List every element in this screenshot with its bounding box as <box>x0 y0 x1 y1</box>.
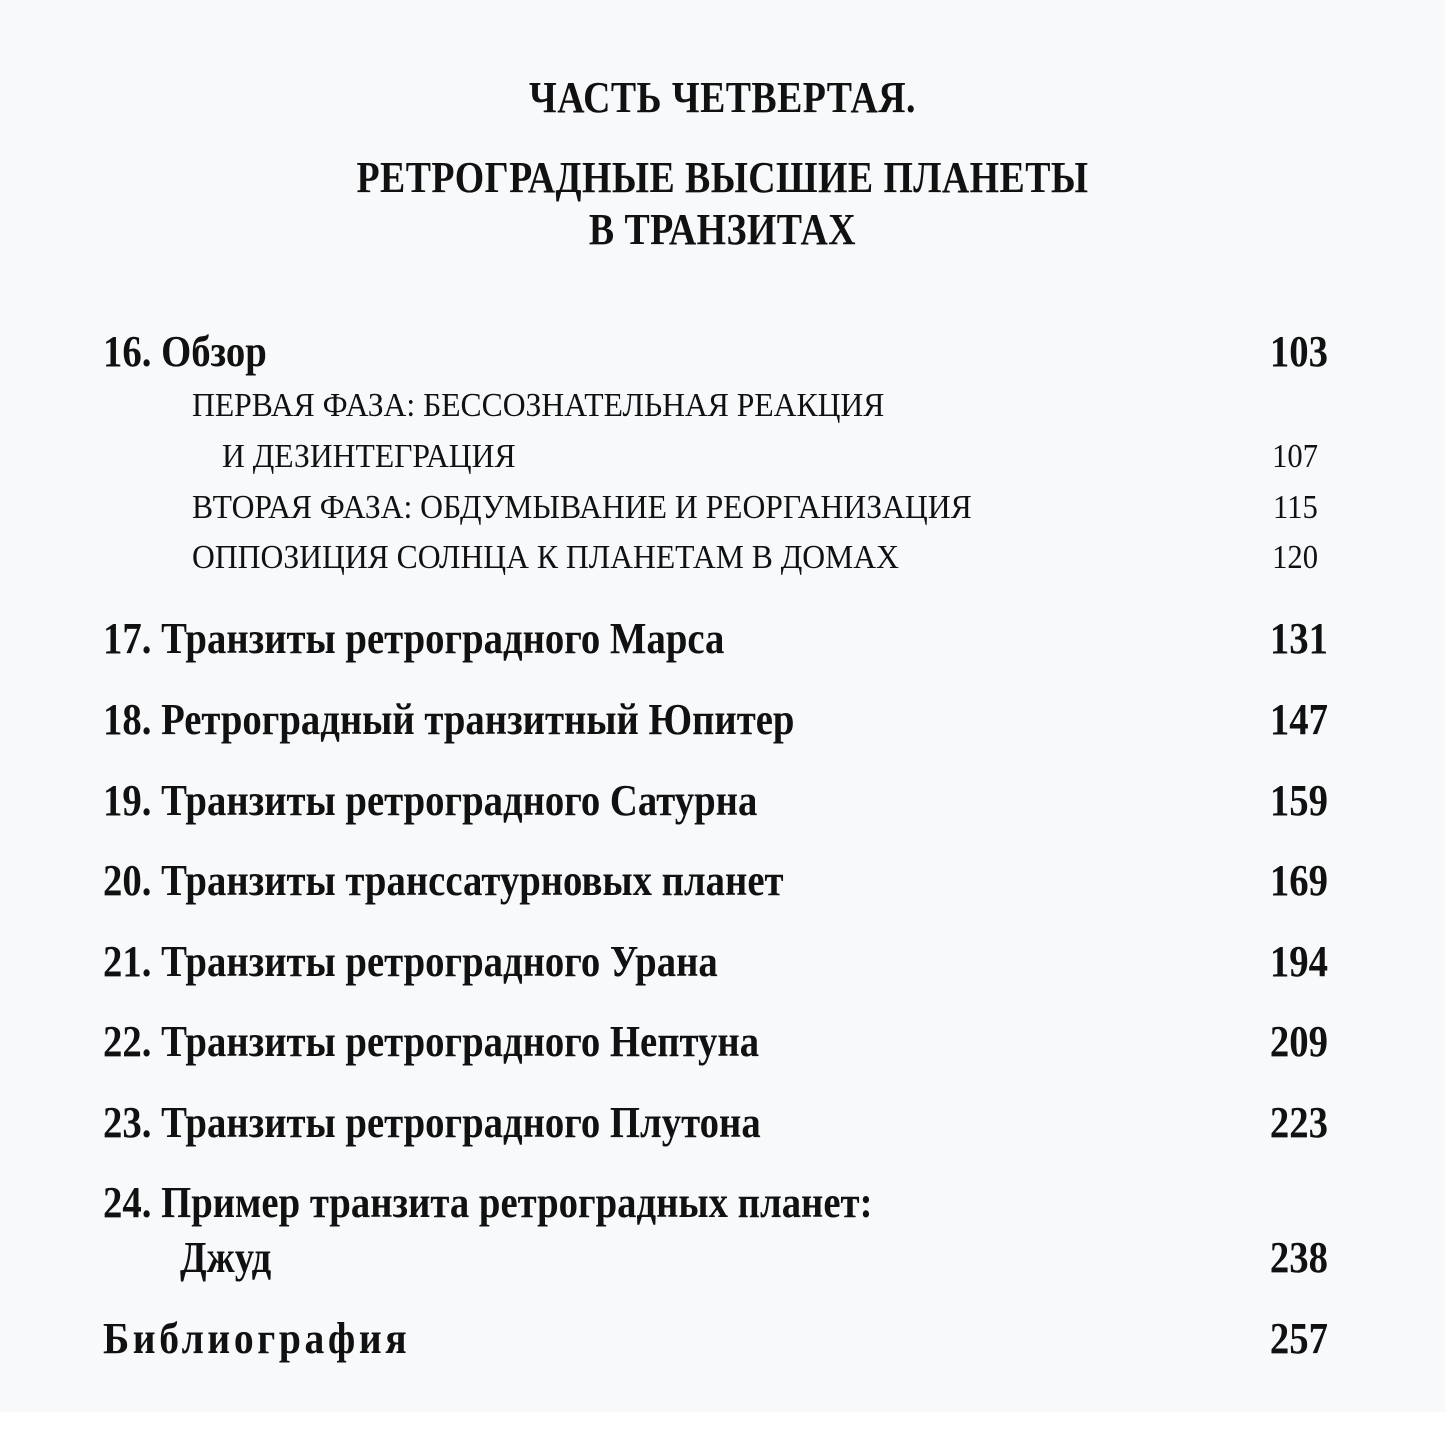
toc-entry-title: Библиография <box>103 1314 411 1363</box>
toc-entry-title: 21. Транзиты ретроградного Урана <box>103 937 718 986</box>
toc-section-title: ПЕРВАЯ ФАЗА: БЕССОЗНАТЕЛЬНАЯ РЕАКЦИЯ <box>192 387 885 424</box>
toc-entry-page: 223 <box>1269 1098 1328 1147</box>
toc-entry-page: 159 <box>1269 776 1328 825</box>
toc-section-page: 115 <box>1273 489 1318 526</box>
toc-entry-chapter-22[interactable] <box>103 1016 1328 1068</box>
toc-section-page: 120 <box>1272 539 1318 576</box>
toc-entry-title: 20. Транзиты транссатурновых планет <box>103 856 784 905</box>
toc-entry-title: 16. Обзор <box>103 327 267 376</box>
toc-section-title: И ДЕЗИНТЕГРАЦИЯ <box>222 438 516 475</box>
toc-entry-bibliography[interactable] <box>103 1313 1328 1365</box>
part-title-line-2: В ТРАНЗИТАХ <box>588 205 857 254</box>
toc-section-phase-1-cont[interactable] <box>222 437 1318 477</box>
toc-section-title: ОППОЗИЦИЯ СОЛНЦА К ПЛАНЕТАМ В ДОМАХ <box>192 539 899 576</box>
toc-section-phase-2[interactable] <box>192 488 1318 528</box>
part-title-line-1: РЕТРОГРАДНЫЕ ВЫСШИЕ ПЛАНЕТЫ <box>356 153 1089 202</box>
toc-entry-title: 19. Транзиты ретроградного Сатурна <box>103 776 758 825</box>
toc-entry-page: 131 <box>1269 614 1328 663</box>
toc-section-sun-opposition[interactable] <box>192 538 1318 578</box>
toc-section-title: ВТОРАЯ ФАЗА: ОБДУМЫВАНИЕ И РЕОРГАНИЗАЦИЯ <box>192 489 972 526</box>
toc-entry-title: 24. Пример транзита ретроградных планет: <box>103 1178 873 1227</box>
toc-entry-title: 22. Транзиты ретроградного Нептуна <box>103 1017 760 1066</box>
toc-entry-chapter-23[interactable] <box>103 1097 1328 1149</box>
part-heading: ЧАСТЬ ЧЕТВЕРТАЯ. <box>529 73 916 122</box>
toc-entry-chapter-19[interactable] <box>103 775 1328 827</box>
toc-entry-page: 103 <box>1269 327 1328 376</box>
toc-entry-page: 238 <box>1269 1233 1328 1282</box>
toc-entry-chapter-21[interactable] <box>103 936 1328 988</box>
toc-entry-page: 209 <box>1269 1017 1328 1066</box>
toc-entry-chapter-20[interactable] <box>103 855 1328 907</box>
toc-entry-title: 23. Транзиты ретроградного Плутона <box>103 1098 761 1147</box>
toc-entry-page: 194 <box>1269 937 1328 986</box>
toc-entry-chapter-24[interactable] <box>103 1177 1328 1229</box>
toc-entry-chapter-24-cont[interactable] <box>180 1232 1328 1284</box>
toc-section-page: 107 <box>1272 438 1318 475</box>
toc-entry-page: 169 <box>1269 856 1328 905</box>
toc-section-phase-1[interactable] <box>192 386 1318 426</box>
toc-entry-page: 257 <box>1269 1314 1328 1363</box>
toc-entry-title: 17. Транзиты ретроградного Марса <box>103 614 725 663</box>
toc-entry-chapter-16[interactable] <box>103 326 1328 378</box>
toc-entry-title: Джуд <box>180 1233 272 1282</box>
toc-entry-chapter-18[interactable] <box>103 694 1328 746</box>
toc-entry-title: 18. Ретроградный транзитный Юпитер <box>103 695 795 744</box>
toc-entry-page: 147 <box>1269 695 1328 744</box>
toc-entry-chapter-17[interactable] <box>103 613 1328 665</box>
